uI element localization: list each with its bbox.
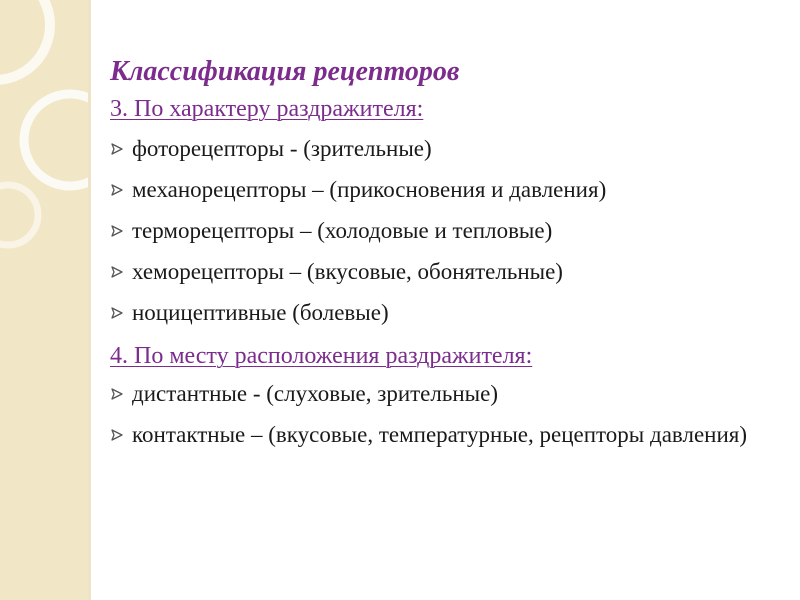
bullet-list-stimulus-location [110, 379, 790, 450]
list-item [110, 379, 790, 409]
bullet-list-stimulus-type [110, 134, 790, 328]
list-item-text: дистантные - (слуховые, зрительные) [132, 381, 498, 406]
chevron-arrow-icon [110, 428, 124, 442]
list-item-text: терморецепторы – (холодовые и тепловые) [132, 218, 553, 243]
chevron-arrow-icon [110, 387, 124, 401]
list-item-text: хеморецепторы – (вкусовые, обонятельные) [132, 259, 563, 284]
list-item [110, 216, 790, 246]
list-item [110, 257, 790, 287]
chevron-arrow-icon [110, 265, 124, 279]
slide-content [110, 52, 790, 461]
list-item-text: контактные – (вкусовые, температурные, рецепторы давления) [132, 422, 748, 447]
slide-title: Классификация рецепторов [110, 56, 460, 87]
list-item-text: ноцицептивные (болевые) [132, 300, 389, 325]
chevron-arrow-icon [110, 142, 124, 156]
list-item [110, 420, 790, 450]
chevron-arrow-icon [110, 224, 124, 238]
section-heading-stimulus-location: 4. По месту расположения раздражителя: [110, 343, 533, 369]
decorative-circles [0, 0, 88, 600]
section-heading-stimulus-type: 3. По характеру раздражителя: [110, 96, 424, 122]
chevron-arrow-icon [110, 306, 124, 320]
list-item [110, 298, 790, 328]
list-item-text: механорецепторы – (прикосновения и давления) [132, 177, 607, 202]
list-item-text: фоторецепторы - (зрительные) [132, 136, 432, 161]
chevron-arrow-icon [110, 183, 124, 197]
list-item [110, 134, 790, 164]
decorative-side-panel [0, 0, 88, 600]
list-item [110, 175, 790, 205]
side-divider [88, 0, 91, 600]
